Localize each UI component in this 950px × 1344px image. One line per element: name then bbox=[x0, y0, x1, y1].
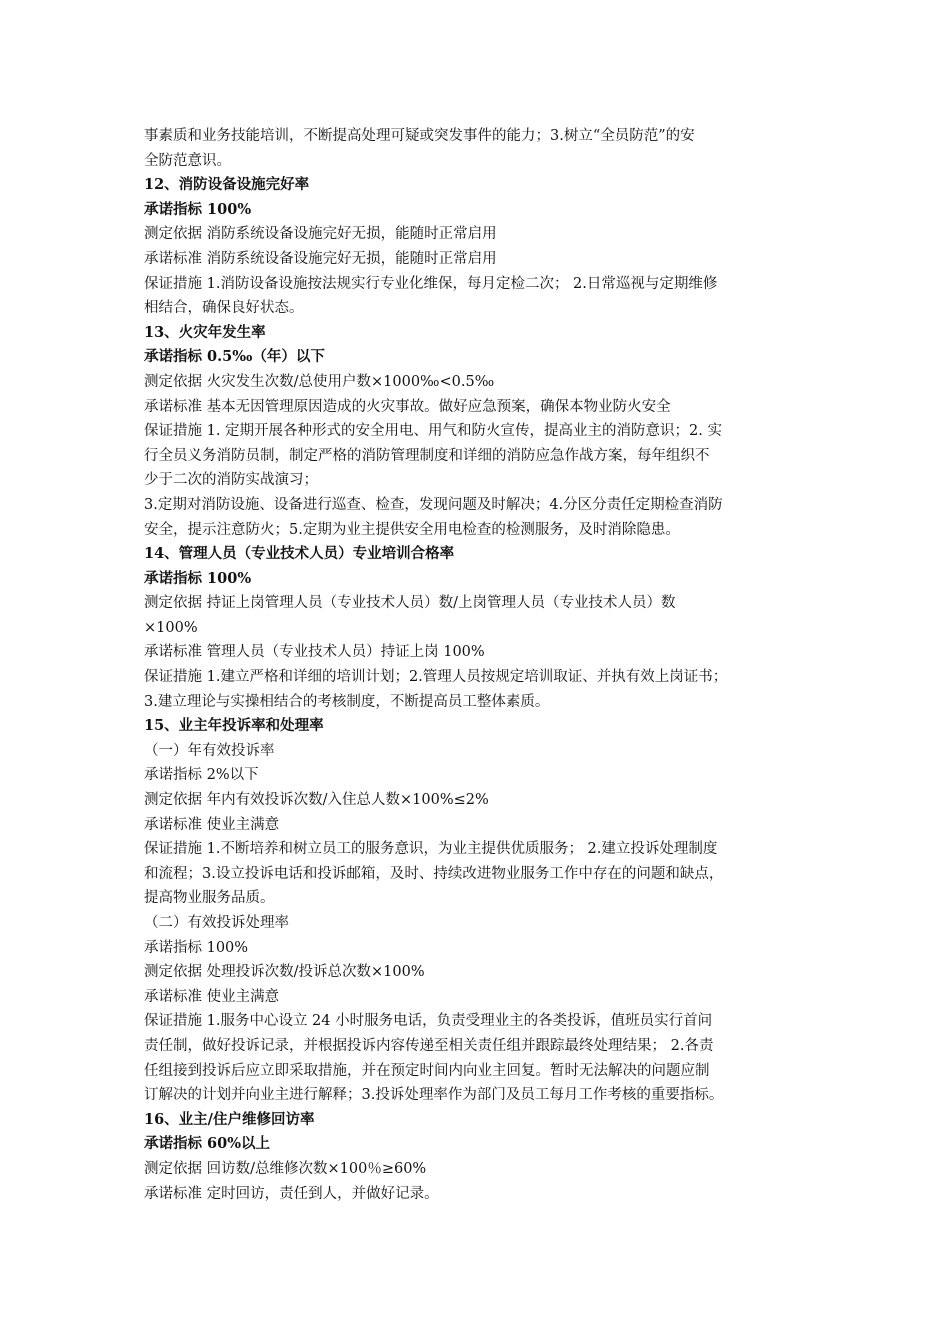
body-text-line: 测定依据 回访数/总维修次数×100％≥60% bbox=[144, 1160, 427, 1177]
section-heading-line: 13、火灾年发生率 bbox=[144, 323, 266, 341]
body-text-line: 事素质和业务技能培训，不断提高处理可疑或突发事件的能力；3.树立“全员防范”的安 bbox=[144, 128, 695, 144]
body-text-line: 测定依据 持证上岗管理人员（专业技术人员）数/上岗管理人员（专业技术人员）数 bbox=[144, 595, 676, 612]
body-text-line: 少于二次的消防实战演习； bbox=[144, 472, 318, 489]
section-heading-line: 12、消防设备设施完好率 bbox=[144, 176, 310, 194]
body-text-line: 保证措施 1.建立严格和详细的培训计划；2.管理人员按规定培训取证、并执有效上岗证书； bbox=[144, 669, 728, 686]
section-heading-line: 承诺指标 60%以上 bbox=[144, 1135, 271, 1153]
section-heading-line: 承诺指标 100% bbox=[144, 569, 252, 587]
document-page bbox=[144, 124, 816, 1206]
body-text-line: ×100% bbox=[144, 619, 198, 636]
section-heading-line: 16、业主/住户维修回访率 bbox=[144, 1110, 315, 1128]
body-text-line: 任组接到投诉后应立即采取措施，并在预定时间内向业主回复。暂时无法解决的问题应制 bbox=[144, 1062, 710, 1079]
body-text-line: 安全，提示注意防火；5.定期为业主提供安全用电检查的检测服务，及时消除隐患。 bbox=[144, 521, 680, 538]
body-text-line: 3.定期对消防设施、设备进行巡查、检查，发现问题及时解决；4.分区分责任定期检查消防 bbox=[144, 496, 723, 513]
body-text-line: 承诺标准 使业主满意 bbox=[144, 988, 280, 1005]
body-text-line: 承诺指标 2%以下 bbox=[144, 767, 259, 784]
body-text-line: 保证措施 1.消防设备设施按法规实行专业化维保，每月定检二次； 2.日常巡视与定期维修 bbox=[144, 275, 718, 292]
section-heading-line: 承诺指标 100% bbox=[144, 200, 252, 218]
body-text-line: 承诺标准 基本无因管理原因造成的火灾事故。做好应急预案，确保本物业防火安全 bbox=[144, 398, 671, 415]
body-text-line: 承诺标准 使业主满意 bbox=[144, 816, 280, 833]
body-text-line: 责任制，做好投诉记录，并根据投诉内容传递至相关责任组并跟踪最终处理结果； 2.各责 bbox=[144, 1037, 714, 1054]
body-text-line: 承诺标准 定时回访，责任到人，并做好记录。 bbox=[144, 1185, 439, 1202]
body-text-line: 3.建立理论与实操相结合的考核制度，不断提高员工整体素质。 bbox=[144, 693, 550, 710]
body-text-line: 测定依据 处理投诉次数/投诉总次数×100% bbox=[144, 964, 425, 981]
body-text-line: 订解决的计划并向业主进行解释；3.投诉处理率作为部门及员工每月工作考核的重要指标。 bbox=[144, 1087, 724, 1104]
body-text-line: （一）年有效投诉率 bbox=[144, 742, 275, 759]
body-text-line: 相结合，确保良好状态。 bbox=[144, 300, 304, 317]
body-text-line: 和流程；3.设立投诉电话和投诉邮箱，及时、持续改进物业服务工作中存在的问题和缺点， bbox=[144, 865, 724, 882]
body-text-line: 承诺标准 消防系统设备设施完好无损，能随时正常启用 bbox=[144, 250, 497, 267]
section-heading-line: 承诺指标 0.5‰（年）以下 bbox=[144, 348, 325, 366]
body-text-line: 测定依据 火灾发生次数/总使用户数×1000‰<0.5‰ bbox=[144, 373, 495, 390]
body-text-line: 全防范意识。 bbox=[144, 152, 231, 169]
section-heading-line: 15、业主年投诉率和处理率 bbox=[144, 717, 324, 735]
body-text-line: 保证措施 1. 定期开展各种形式的安全用电、用气和防火宣传，提高业主的消防意识；2. 实 bbox=[144, 423, 722, 440]
body-text-line: 保证措施 1.不断培养和树立员工的服务意识，为业主提供优质服务； 2.建立投诉处理制度 bbox=[144, 841, 718, 858]
body-text-line: 测定依据 消防系统设备设施完好无损，能随时正常启用 bbox=[144, 226, 497, 243]
body-text-line: 行全员义务消防员制，制定严格的消防管理制度和详细的消防应急作战方案，每年组织不 bbox=[144, 447, 710, 464]
body-text-line: 提高物业服务品质。 bbox=[144, 890, 275, 907]
body-text-line: 承诺指标 100% bbox=[144, 939, 249, 956]
section-heading-line: 14、管理人员（专业技术人员）专业培训合格率 bbox=[144, 545, 455, 563]
body-text-line: 承诺标准 管理人员（专业技术人员）持证上岗 100% bbox=[144, 644, 485, 661]
body-text-line: 保证措施 1.服务中心设立 24 小时服务电话，负责受理业主的各类投诉，值班员实行首问 bbox=[144, 1013, 713, 1030]
body-text-line: （二）有效投诉处理率 bbox=[144, 915, 289, 931]
body-text-line: 测定依据 年内有效投诉次数/入住总人数×100%≤2% bbox=[144, 792, 489, 809]
